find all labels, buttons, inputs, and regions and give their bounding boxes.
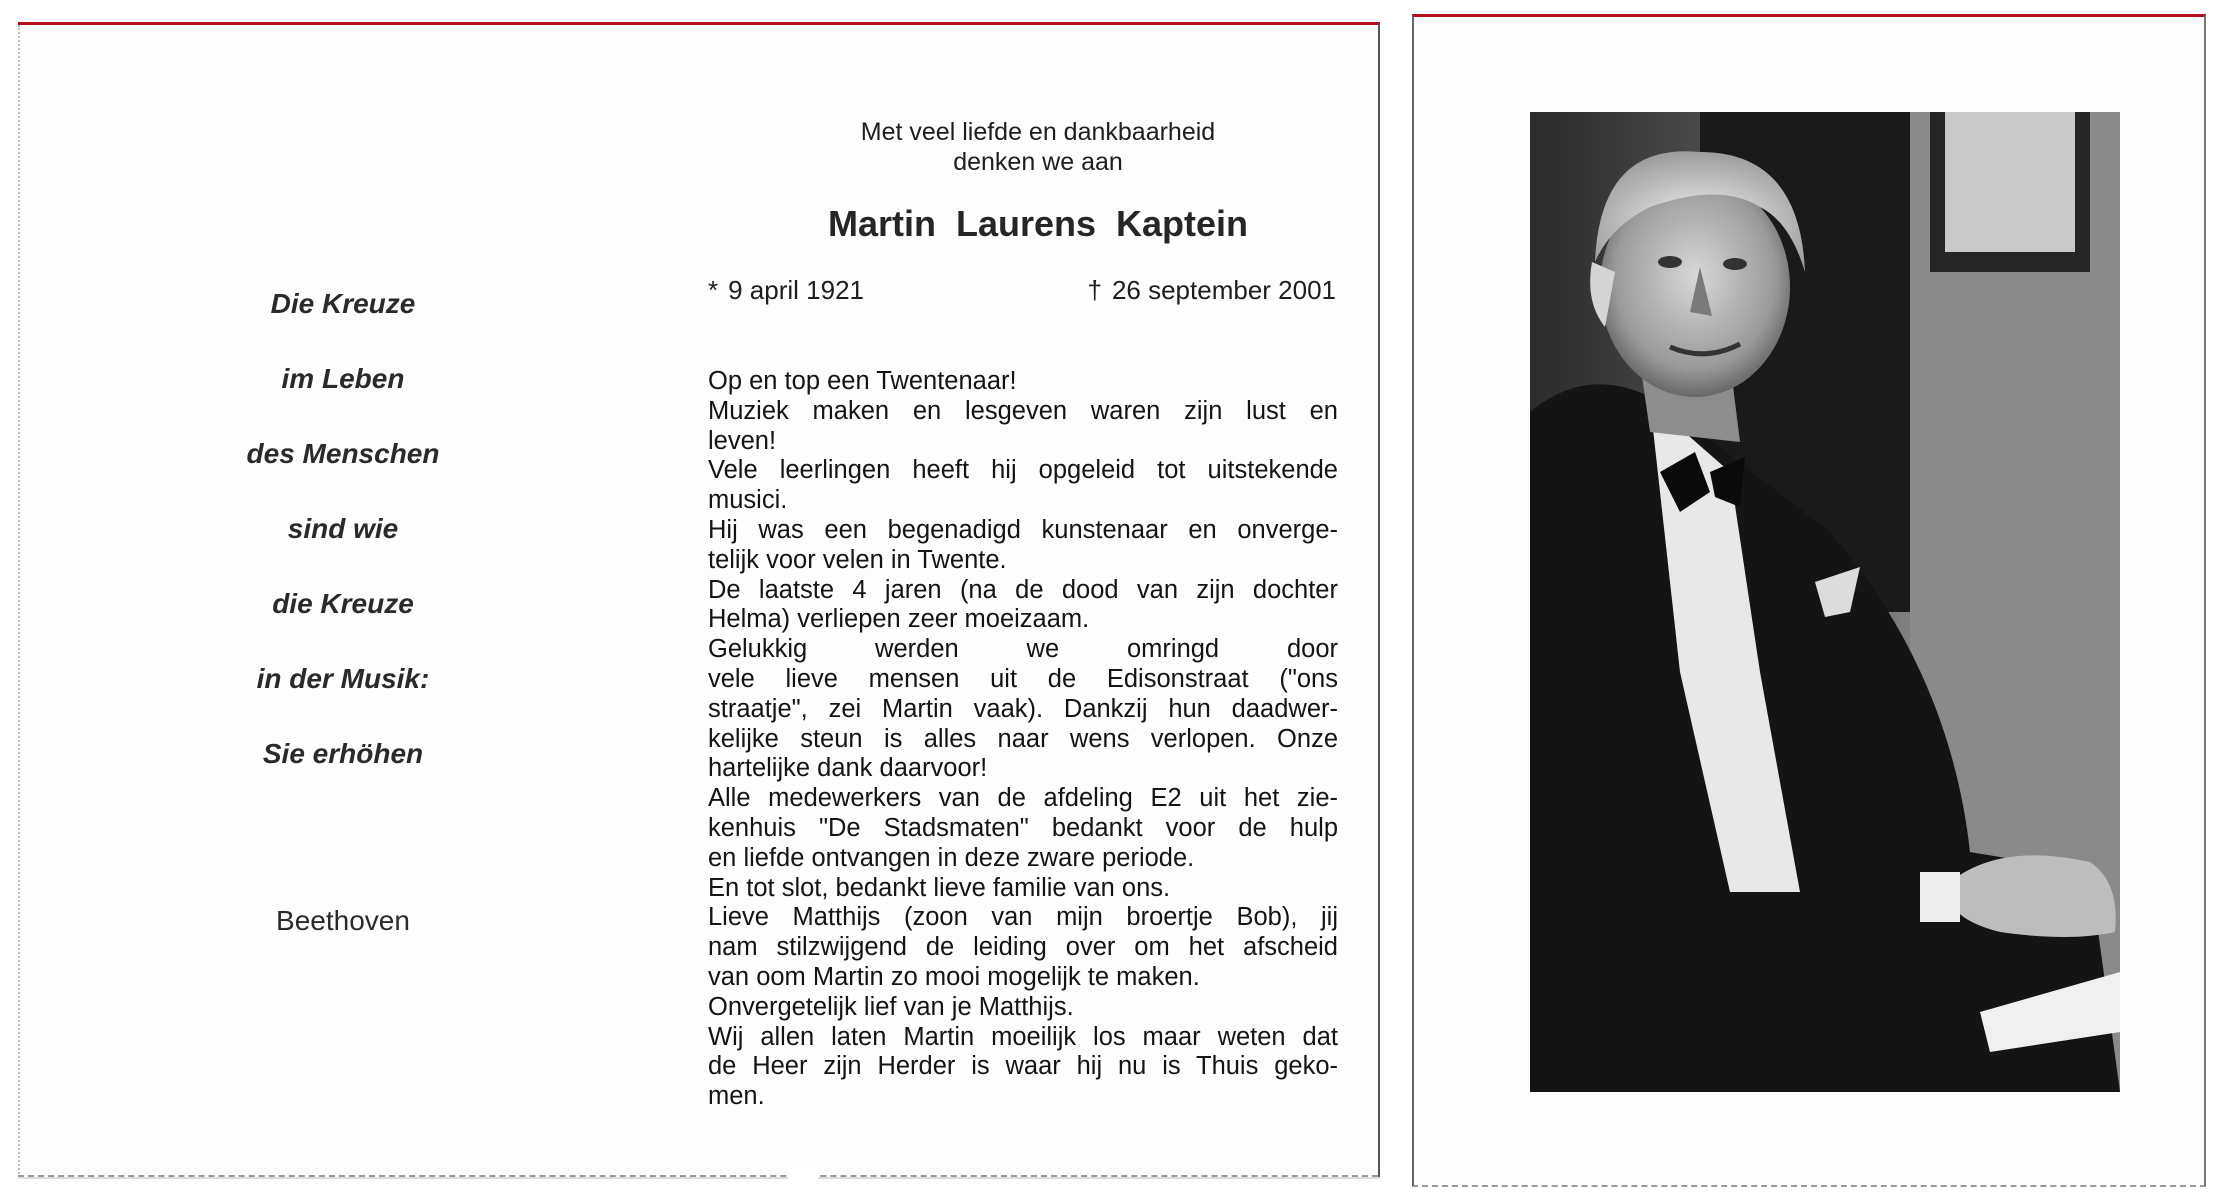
poem-line: die Kreuze: [272, 588, 414, 619]
text-line: Alle medewerkers van de afdeling E2 uit het zie-: [708, 784, 1338, 813]
deceased-name: Martin Laurens Kaptein: [827, 203, 1249, 244]
poem-line: des Menschen: [246, 438, 440, 469]
text-line: vele lieve mensen uit de Edisonstraat ("ons: [708, 664, 1338, 693]
poem-line: sind wie: [287, 513, 399, 544]
page-notch: [788, 1167, 818, 1187]
text-line: Onvergetelijk lief van je Matthijs.: [708, 992, 1074, 1021]
text-line: nam stilzwijgend de leiding over om het afscheid: [708, 933, 1338, 962]
text-line: men.: [708, 1082, 765, 1111]
text-line: Wij allen laten Martin moeilijk los maar weten dat: [708, 1022, 1338, 1051]
text-page: [18, 22, 1380, 1177]
text-line: de Heer zijn Herder is waar hij nu is Thuis gekо-: [708, 1052, 1338, 1081]
death-cross-symbol: †: [1087, 275, 1102, 305]
portrait-photo: [1530, 112, 2120, 1092]
death-date-text: 26 september 2001: [1111, 275, 1336, 305]
poem-author: Beethoven: [276, 905, 410, 936]
text-line: Lieve Matthijs (zoon van mijn broertje Bob), jij: [708, 903, 1338, 932]
birth-symbol: *: [708, 275, 719, 305]
text-line: straatje", zei Martin vaak). Dankzij hun daadwer-: [708, 694, 1338, 723]
intro-line: denken we aan: [953, 148, 1123, 176]
intro-text: [778, 117, 1298, 177]
text-line: Muziek maken en lesgeven waren zijn lust en: [708, 396, 1338, 425]
birth-date-text: 9 april 1921: [728, 275, 865, 305]
text-line: kelijke steun is alles naar wens verlopen. Onze: [708, 724, 1338, 753]
text-line: hartelijke dank daarvoor!: [708, 754, 988, 783]
text-line: kenhuis "De Stadsmaten" bedankt voor de hulp: [708, 813, 1338, 842]
poem-line: Die Kreuze: [270, 288, 416, 319]
birth-date: [708, 275, 864, 306]
poem-line: in der Musik:: [256, 663, 430, 694]
text-line: musici.: [708, 486, 788, 515]
text-line: leven!: [708, 426, 777, 455]
poem-line: im Leben: [281, 363, 405, 394]
memorial-text: [708, 367, 1338, 1112]
text-line: en liefde ontvangen in deze zware periode.: [708, 843, 1195, 872]
text-line: Gelukkig werden we omringd door: [708, 635, 1338, 664]
portrait-illustration: [1530, 112, 2120, 1092]
text-line: telijk voor velen in Twente.: [708, 545, 1007, 574]
intro-line: Met veel liefde en dankbaarheid: [860, 118, 1216, 146]
page-edge-left: [18, 25, 22, 1177]
page-edge-bottom: [18, 1167, 1378, 1177]
death-date: [1087, 275, 1336, 306]
text-line: Helma) verliepen zeer moeizaam.: [708, 605, 1090, 634]
text-line: Hij was een begenadigd kunstenaar en onverge-: [708, 515, 1338, 544]
poem-line: Sie erhöhen: [262, 738, 424, 769]
text-line: De laatste 4 jaren (na de dood van zijn dochter: [708, 575, 1338, 604]
text-line: Op en top een Twentenaar!: [708, 367, 1017, 395]
text-line: En tot slot, bedankt lieve familie van ons.: [708, 873, 1171, 902]
text-line: Vele leerlingen heeft hij opgeleid tot uitstekende: [708, 456, 1338, 485]
poem: [188, 283, 498, 808]
text-line: van oom Martin zo mooi mogelijk te maken.: [708, 962, 1200, 991]
